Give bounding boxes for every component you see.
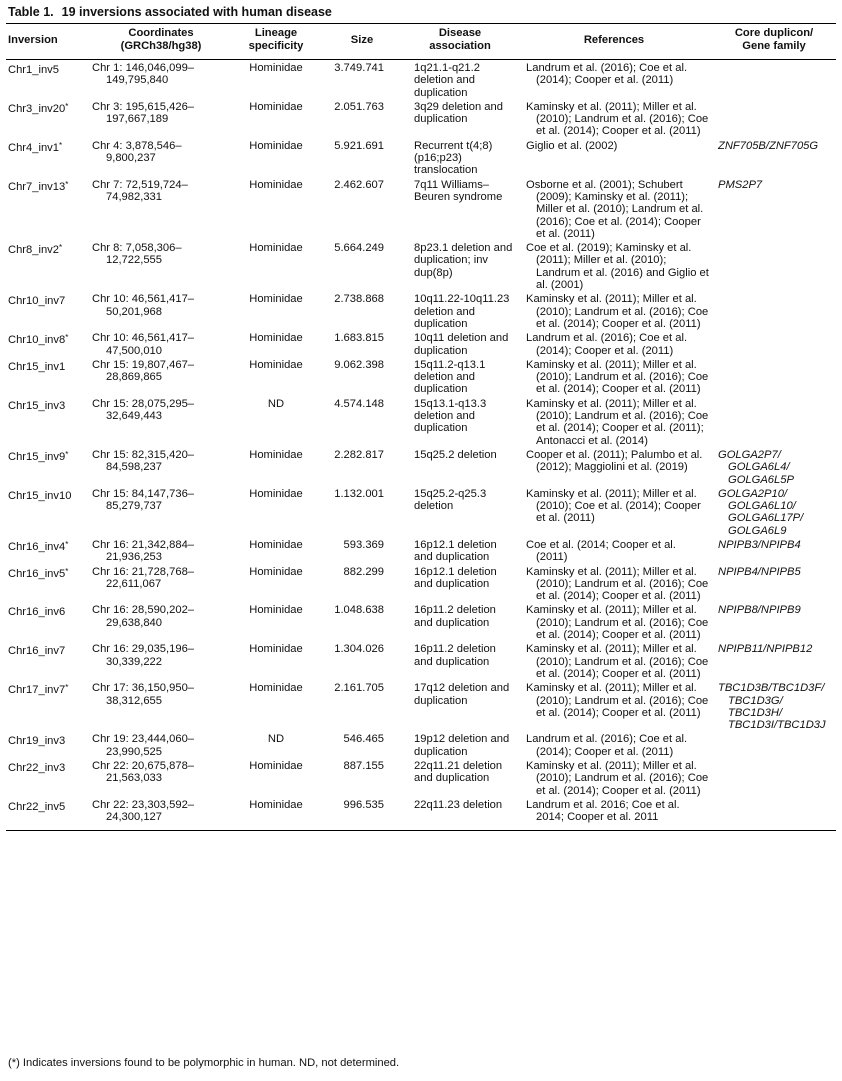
table-row [6,330,836,357]
col-header-size: Size [350,33,374,46]
size-cell: 9.062.398 [334,358,384,371]
references-cell: Cooper et al. (2011); Palumbo et al. (2012); Maggiolini et al. (2019) [526,448,703,474]
coordinates-cell: Chr 7: 72,519,724–74,982,331 [92,178,188,203]
references-cell: Kaminsky et al. (2011); Miller et al. (2010); Landrum et al. (2016); Coe et al. (2014); Cooper et al. (2011) [526,760,709,797]
core-duplicon-cell: NPIPB8/NPIPB9 [718,604,801,617]
disease-cell: 3q29 deletion and duplication [414,100,503,126]
references-cell: Landrum et al. 2016; Coe et al. 2014; Cooper et al. 2011 [526,798,680,824]
coordinates-cell: Chr 4: 3,878,546–9,800,237 [92,139,182,165]
polymorphic-marker: * [65,566,69,576]
inversion-cell: Chr15_inv9* [8,449,69,463]
lineage-cell: Hominidae [249,293,303,306]
col-header-references: References [583,33,645,46]
disease-cell: 1q21.1-q21.2 deletion and duplication [414,62,480,99]
disease-cell: 22q11.21 deletion and duplication [414,760,503,785]
inversion-cell: Chr8_inv2* [8,243,63,257]
size-cell: 4.574.148 [334,397,384,410]
core-duplicon-cell: GOLGA2P10/ GOLGA6L10/ GOLGA6L17P/ GOLGA6L9 [718,487,804,537]
size-cell: 2.282.817 [334,448,384,461]
table-row [6,396,836,447]
disease-cell: 19p12 deletion and duplication [414,733,510,758]
size-cell: 5.664.249 [334,242,384,255]
disease-cell: 16p12.1 deletion and duplication [414,565,497,590]
size-cell: 882.299 [343,565,384,578]
coordinates-cell: Chr 15: 19,807,467–28,869,865 [92,358,195,384]
coordinates-cell: Chr 16: 21,728,768–22,611,067 [92,565,195,590]
polymorphic-marker: * [65,449,69,459]
inversion-cell: Chr4_inv1* [8,140,63,154]
core-duplicon-cell [712,99,836,138]
lineage-cell: Hominidae [249,100,303,113]
core-duplicon-cell: PMS2P7 [718,178,763,191]
size-cell: 2.051.763 [334,100,384,113]
table-row [6,357,836,396]
col-header-lineage: Lineage specificity [248,27,304,52]
lineage-cell: Hominidae [249,448,303,461]
table-row [6,602,836,641]
core-duplicon-cell [712,797,836,830]
inversion-cell: Chr15_inv3 [8,399,66,412]
core-duplicon-cell [712,240,836,291]
coordinates-cell: Chr 3: 195,615,426–197,667,189 [92,100,195,126]
table-row [6,99,836,138]
size-cell: 1.683.815 [334,332,384,345]
lineage-cell: Hominidae [249,565,303,578]
coordinates-cell: Chr 19: 23,444,060–23,990,525 [92,733,195,758]
size-cell: 2.738.868 [334,293,384,306]
disease-cell: 22q11.23 deletion [414,798,503,811]
header-row [6,24,836,60]
inversion-cell: Chr10_inv7 [8,295,66,308]
col-header-coordinates: Coordinates (GRCh38/hg38) [120,27,202,52]
references-cell: Landrum et al. (2016); Coe et al. (2014); Cooper et al. (2011) [526,332,688,357]
core-duplicon-cell: GOLGA2P7/ GOLGA6L4/ GOLGA6L5P [718,448,794,486]
core-duplicon-cell: NPIPB11/NPIPB12 [718,643,813,656]
inversion-cell: Chr16_inv7 [8,645,66,658]
size-cell: 1.304.026 [334,643,384,656]
disease-cell: 15q25.2 deletion [414,448,497,461]
inversion-cell: Chr15_inv1 [8,360,66,373]
coordinates-cell: Chr 1: 146,046,099–149,795,840 [92,62,195,87]
table-row [6,797,836,830]
references-cell: Landrum et al. (2016); Coe et al. (2014); Cooper et al. (2011) [526,733,688,758]
core-duplicon-cell [712,60,836,99]
table-row [6,731,836,758]
disease-cell: 7q11 Williams–Beuren syndrome [414,178,503,203]
polymorphic-marker: * [65,179,69,189]
inversion-cell: Chr3_inv20* [8,101,69,115]
size-cell: 887.155 [343,760,384,773]
col-header-core-duplicon: Core duplicon/ Gene family [734,27,814,52]
lineage-cell: Hominidae [249,798,303,811]
references-cell: Kaminsky et al. (2011); Miller et al. (2010); Landrum et al. (2016); Coe et al. (2014); Cooper et al. (2011) [526,565,709,603]
lineage-cell: Hominidae [249,487,303,500]
table-row [6,447,836,486]
size-cell: 1.132.001 [334,487,384,500]
table-row [6,240,836,291]
table-row [6,486,836,537]
lineage-cell: Hominidae [249,643,303,656]
inversion-cell: Chr15_inv10 [8,489,72,502]
coordinates-cell: Chr 10: 46,561,417–47,500,010 [92,332,195,357]
disease-cell: 16p11.2 deletion and duplication [414,643,496,668]
lineage-cell: Hominidae [249,178,303,191]
col-header-inversion: Inversion [8,33,58,46]
table-caption: 19 inversions associated with human disease [61,5,332,19]
inversion-cell: Chr16_inv6 [8,606,66,619]
inversion-cell: Chr22_inv3 [8,762,66,775]
size-cell: 996.535 [343,798,384,811]
inversion-cell: Chr17_inv7* [8,683,69,697]
references-cell: Kaminsky et al. (2011); Miller et al. (2010); Coe et al. (2014); Cooper et al. (2011) [526,487,701,525]
table-row [6,537,836,564]
coordinates-cell: Chr 16: 29,035,196–30,339,222 [92,643,195,668]
references-cell: Coe et al. (2014; Cooper et al. (2011) [526,538,676,564]
polymorphic-marker: * [65,539,69,549]
disease-cell: 10q11.22-10q11.23 deletion and duplication [414,293,510,330]
disease-cell: 10q11 deletion and duplication [414,332,509,357]
inversion-cell: Chr10_inv8* [8,333,69,347]
core-duplicon-cell: NPIPB4/NPIPB5 [718,565,801,578]
core-duplicon-cell [712,357,836,396]
lineage-cell: Hominidae [249,538,303,551]
references-cell: Kaminsky et al. (2011); Miller et al. (2010); Landrum et al. (2016); Coe et al. (2014); Cooper et al. (2011); Antonacci et al. (2014) [526,397,709,447]
lineage-cell: Hominidae [249,604,303,617]
coordinates-cell: Chr 10: 46,561,417–50,201,968 [92,293,195,318]
core-duplicon-cell [712,758,836,797]
coordinates-cell: Chr 16: 21,342,884–21,936,253 [92,538,195,564]
table-row [6,680,836,731]
table-number: Table 1. [8,5,54,19]
disease-cell: 16p12.1 deletion and duplication [414,538,497,564]
disease-cell: 8p23.1 deletion and duplication; inv dup(8p) [414,242,513,279]
coordinates-cell: Chr 8: 7,058,306–12,722,555 [92,242,182,267]
lineage-cell: Hominidae [249,682,303,695]
disease-cell: 15q25.2-q25.3 deletion [414,487,487,513]
core-duplicon-cell [712,291,836,330]
lineage-cell: Hominidae [249,62,303,74]
core-duplicon-cell [712,396,836,447]
core-duplicon-cell: ZNF705B/ZNF705G [718,139,819,152]
size-cell: 5.921.691 [334,139,384,152]
table-title [8,5,332,19]
references-cell: Landrum et al. (2016); Coe et al. (2014); Cooper et al. (2011) [526,62,688,87]
coordinates-cell: Chr 22: 20,675,878–21,563,033 [92,760,195,785]
lineage-cell: ND [267,733,285,746]
core-duplicon-cell: TBC1D3B/TBC1D3F/ TBC1D3G/ TBC1D3H/ TBC1D3I/TBC1D3J [718,682,826,732]
lineage-cell: Hominidae [249,332,303,345]
references-cell: Kaminsky et al. (2011); Miller et al. (2010); Landrum et al. (2016); Coe et al. (2014); Cooper et al. (2011) [526,682,709,719]
size-cell: 2.161.705 [334,682,384,695]
inversion-cell: Chr16_inv5* [8,566,69,580]
table-row [6,138,836,177]
size-cell: 546.465 [343,733,384,746]
coordinates-cell: Chr 16: 28,590,202–29,638,840 [92,604,195,629]
size-cell: 593.369 [343,538,384,551]
disease-cell: 16p11.2 deletion and duplication [414,604,496,629]
polymorphic-marker: * [65,333,69,343]
size-cell: 2.462.607 [334,178,384,191]
size-cell: 3.749.741 [334,62,384,74]
lineage-cell: Hominidae [249,358,303,371]
inversion-cell: Chr22_inv5 [8,800,66,813]
polymorphic-marker: * [59,243,63,253]
inversions-table [6,23,836,831]
inversion-cell: Chr16_inv4* [8,539,69,553]
table-row [6,641,836,680]
polymorphic-marker: * [59,140,63,150]
references-cell: Coe et al. (2019); Kaminsky et al. (2011); Miller et al. (2010); Landrum et al. (2016) and Giglio et al. (2001) [526,242,709,292]
polymorphic-marker: * [65,683,69,693]
coordinates-cell: Chr 15: 84,147,736–85,279,737 [92,487,195,513]
lineage-cell: ND [267,397,285,410]
references-cell: Kaminsky et al. (2011); Miller et al. (2010); Landrum et al. (2016); Coe et al. (2014); Cooper et al. (2011) [526,604,709,642]
table-row [6,60,836,99]
size-cell: 1.048.638 [334,604,384,617]
disease-cell: Recurrent t(4;8) (p16;p23) translocation [414,139,493,177]
inversion-cell: Chr1_inv5 [8,64,59,76]
lineage-cell: Hominidae [249,242,303,255]
coordinates-cell: Chr 15: 82,315,420–84,598,237 [92,448,195,474]
references-cell: Kaminsky et al. (2011); Miller et al. (2010); Landrum et al. (2016); Coe et al. (2014); Cooper et al. (2011) [526,100,709,138]
lineage-cell: Hominidae [249,760,303,773]
coordinates-cell: Chr 15: 28,075,295–32,649,443 [92,397,195,423]
core-duplicon-cell [712,731,836,758]
table-row [6,291,836,330]
col-header-disease: Disease association [429,27,491,52]
core-duplicon-cell: NPIPB3/NPIPB4 [718,538,801,551]
inversion-cell: Chr19_inv3 [8,735,66,748]
references-cell: Kaminsky et al. (2011); Miller et al. (2010); Landrum et al. (2016); Coe et al. (2014); Cooper et al. (2011) [526,643,709,680]
table-row [6,564,836,603]
table-row [6,177,836,240]
coordinates-cell: Chr 17: 36,150,950–38,312,655 [92,682,195,707]
references-cell: Kaminsky et al. (2011); Miller et al. (2010); Landrum et al. (2016); Coe et al. (2014); Cooper et al. (2011) [526,293,709,330]
table-footnote: (*) Indicates inversions found to be polymorphic in human. ND, not determined. [8,1057,400,1069]
table-row [6,758,836,797]
polymorphic-marker: * [65,101,69,111]
disease-cell: 15q11.2-q13.1 deletion and duplication [414,358,486,396]
references-cell: Giglio et al. (2002) [526,139,618,152]
references-cell: Osborne et al. (2001); Schubert (2009); Kaminsky et al. (2011); Miller et al. (2010); Landrum et al. (2016); Coe et al. (2014); Cooper et al. (2011) [526,178,704,240]
core-duplicon-cell [712,330,836,357]
coordinates-cell: Chr 22: 23,303,592–24,300,127 [92,798,195,824]
inversion-cell: Chr7_inv13* [8,179,69,193]
disease-cell: 15q13.1-q13.3 deletion and duplication [414,397,487,435]
disease-cell: 17q12 deletion and duplication [414,682,510,707]
lineage-cell: Hominidae [249,139,303,152]
references-cell: Kaminsky et al. (2011); Miller et al. (2010); Landrum et al. (2016); Coe et al. (2014); Cooper et al. (2011) [526,358,709,396]
